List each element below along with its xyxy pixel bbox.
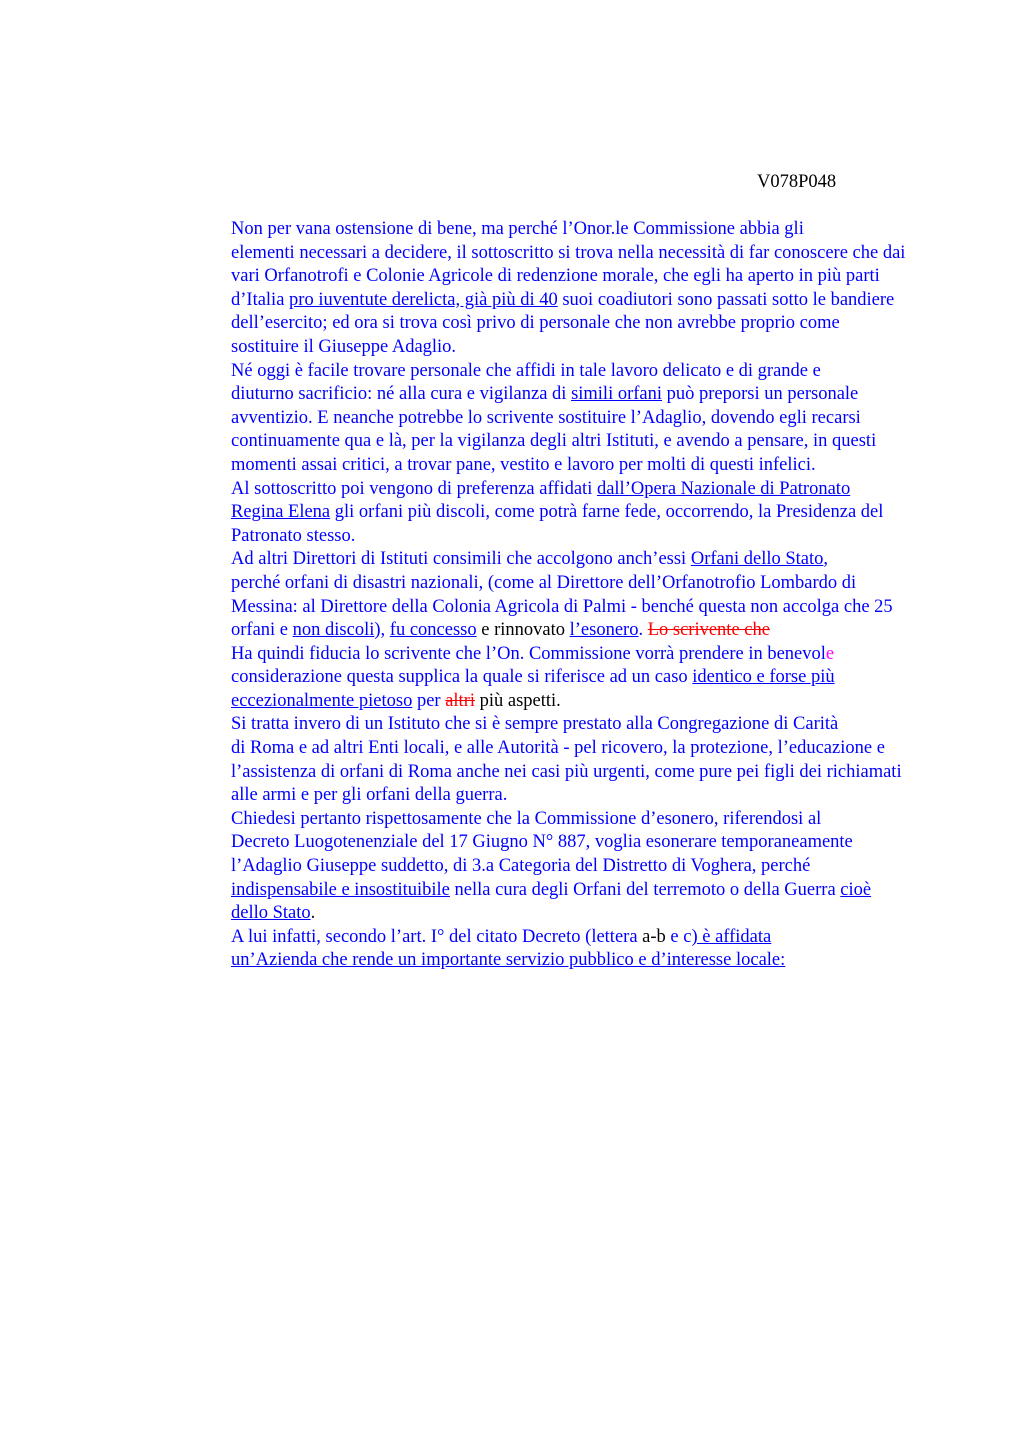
text-line: continuamente qua e là, per la vigilanza degli altri Istituti, e avendo a pensare, in questi (231, 431, 877, 452)
text-line: Messina: al Direttore della Colonia Agricola di Palmi - benché questa non accolga che 25 (231, 596, 893, 617)
text-line (171, 548, 951, 572)
black-text: a-b (642, 926, 666, 947)
black-text: più aspetti. (475, 690, 561, 711)
text-line (171, 643, 951, 667)
text-line: Non per vana ostensione di bene, ma perché l’Onor.le Commissione abbia gli (231, 219, 804, 239)
text-run: può preporsi un personale (662, 384, 859, 405)
text-run: nella cura degli Orfani del terremoto o della Guerra (449, 879, 841, 900)
paragraph-4 (171, 548, 951, 642)
text-run: Ad altri Direttori di Istituti consimili che accolgono anch’essi (231, 549, 691, 570)
black-text: e rinnovato (476, 620, 570, 641)
letter-body (171, 218, 951, 973)
text-line: momenti assai critici, a trovar pane, vestito e lavoro per molti di questi infelici. (231, 454, 816, 475)
underlined-text: indispensabile e insostituibile (231, 879, 450, 900)
text-run: gli orfani più discoli, come potrà farne fede, occorrendo, la Presidenza del (330, 502, 884, 523)
text-line (171, 879, 951, 903)
text-run: diuturno sacrificio: né alla cura e vigilanza di (231, 384, 572, 405)
paragraph-7 (171, 808, 951, 926)
underlined-text: eccezionalmente pietoso (231, 690, 413, 711)
text-line: alle armi e per gli orfani della guerra. (231, 785, 508, 806)
underlined-text: identico e forse più (692, 667, 835, 688)
text-line (171, 383, 951, 407)
text-line: elementi necessari a decidere, il sottoscritto si trova nella necessità di far conoscere che dai (231, 242, 906, 263)
underlined-text: ) è affidata (691, 926, 772, 947)
text-line: l’assistenza di orfani di Roma anche nei casi più urgenti, come pure pei figli dei richiamati (231, 761, 902, 782)
text-line: perché orfani di disastri nazionali, (come al Direttore dell’Orfanotrofio Lombardo di (231, 572, 857, 593)
text-run: per (412, 690, 446, 711)
underlined-text: pro iuventute derelicta, già più di 40 (289, 289, 558, 310)
paragraph-3 (171, 478, 951, 549)
text-line (171, 926, 951, 950)
text-line (171, 690, 951, 714)
underlined-text: dello Stato (231, 903, 311, 924)
text-run: A lui infatti, secondo l’art. I° del citato Decreto (lettera (231, 926, 643, 947)
text-line: Si tratta invero di un Istituto che si è sempre prestato alla Congregazione di Carità (231, 714, 839, 735)
text-line: vari Orfanotrofi e Colonie Agricole di redenzione morale, che egli ha aperto in più parti (231, 266, 880, 287)
text-line: Chiedesi pertanto rispettosamente che la Commissione d’esonero, riferendosi al (231, 808, 822, 829)
underlined-text: non discoli (292, 620, 375, 641)
text-line: dell’esercito; ed ora si trova così privo di personale che non avrebbe proprio come (231, 313, 840, 334)
text-line (171, 666, 951, 690)
paragraph-8 (171, 926, 951, 973)
black-text: . (310, 903, 316, 924)
struck-text: altri (445, 690, 475, 711)
text-line (171, 289, 951, 313)
text-line (171, 478, 951, 502)
text-line (171, 619, 951, 643)
text-run: , (823, 549, 829, 570)
text-run: orfani e (231, 620, 293, 641)
text-run: considerazione questa supplica la quale si riferisce ad un caso (231, 667, 693, 688)
text-run: d’Italia (231, 289, 290, 310)
text-line: sostituire il Giuseppe Adaglio. (231, 336, 457, 357)
text-line (171, 501, 951, 525)
paragraph-5 (171, 643, 951, 714)
struck-text: Lo scrivente che (647, 620, 770, 641)
underlined-text: cioè (840, 879, 872, 900)
text-line: Patronato stesso. (231, 525, 356, 546)
text-run: suoi coadiutori sono passati sotto le bandiere (557, 289, 895, 310)
text-line: di Roma e ad altri Enti locali, e alle Autorità - pel ricovero, la protezione, l’educazione e (231, 738, 885, 759)
underlined-text: Regina Elena (231, 502, 331, 523)
text-line (171, 902, 951, 926)
text-run: Ha quindi fiducia lo scrivente che l’On. Commissione vorrà prendere in benevol (231, 643, 826, 664)
page-id: V078P048 (757, 172, 837, 192)
paragraph-6 (171, 713, 951, 807)
text-run: Al sottoscritto poi vengono di preferenza affidati (231, 478, 597, 499)
magenta-text: e (825, 643, 835, 664)
text-run: e c (665, 926, 692, 947)
underlined-text: dall’Opera Nazionale di Patronato (596, 478, 851, 499)
text-run: . (638, 620, 648, 641)
text-run: ), (374, 620, 390, 641)
underlined-text: simili orfani (571, 384, 663, 405)
paragraph-2 (171, 360, 951, 478)
paragraph-1 (171, 218, 951, 360)
text-line: un’Azienda che rende un importante servizio pubblico e d’interesse locale: (231, 950, 786, 971)
text-line: Decreto Luogotenenziale del 17 Giugno N° 887, voglia esonerare temporaneamente (231, 832, 853, 853)
text-line: avventizio. E neanche potrebbe lo scrivente sostituire l’Adaglio, dovendo egli recarsi (231, 407, 861, 428)
underlined-text: Orfani dello Stato (690, 549, 824, 570)
text-line: l’Adaglio Giuseppe suddetto, di 3.a Categoria del Distretto di Voghera, perché (231, 856, 811, 877)
text-line: Né oggi è facile trovare personale che affidi in tale lavoro delicato e di grande e (231, 360, 821, 381)
underlined-text: l’esonero (569, 620, 639, 641)
underlined-text: fu concesso (389, 620, 477, 641)
